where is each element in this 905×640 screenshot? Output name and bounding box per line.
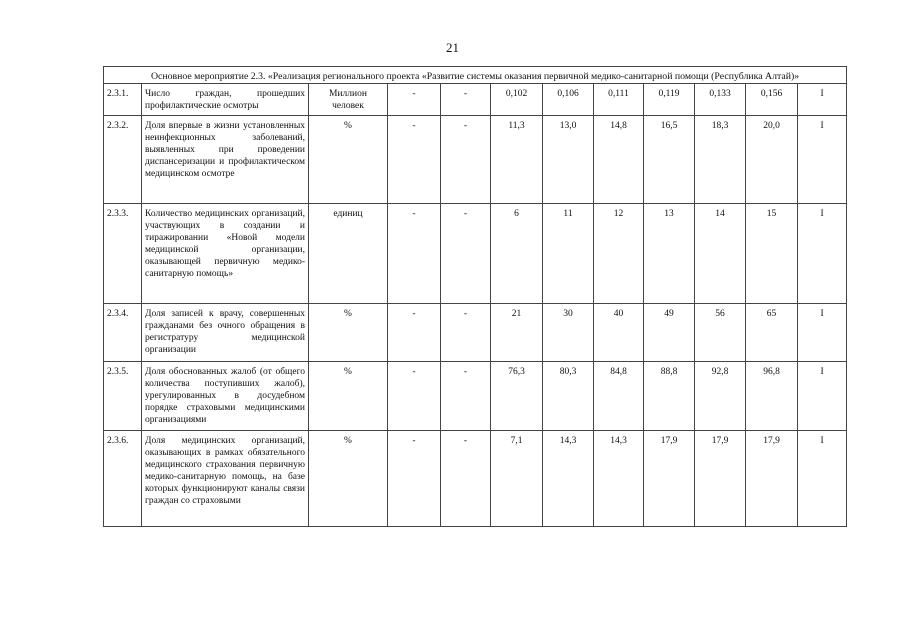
section-heading-row [104,67,847,84]
value-cell: 40 [594,304,644,362]
value-cell: 11 [543,204,594,304]
value-cell: - [388,431,441,527]
indicator-name: Доля записей к врачу, совершенных гражданами без очного обращения в регистратуру медицинской организации [142,304,309,362]
value-cell: - [441,84,491,116]
value-cell: 92,8 [695,362,746,431]
indicator-name: Число граждан, прошедших профилактические осмотры [142,84,309,116]
value-cell: - [441,362,491,431]
value-cell: 0,133 [695,84,746,116]
value-cell: 18,3 [695,116,746,204]
section-heading: Основное мероприятие 2.3. «Реализация регионального проекта «Развитие системы оказания первичной медико-санитарной помощи (Республика Алтай)» [104,67,847,84]
row-number: 2.3.1. [104,84,142,116]
row-number: 2.3.3. [104,204,142,304]
value-cell: 0,111 [594,84,644,116]
value-cell: 65 [746,304,798,362]
table-row [104,84,847,116]
value-cell: 13 [644,204,695,304]
value-cell: 15 [746,204,798,304]
indicator-name: Доля медицинских организаций, оказывающих в рамках обязательного медицинского страхования первичную медико-санитарную помощь, на базе которых функционируют каналы связи граждан со страховыми [142,431,309,527]
indicator-name: Доля обоснованных жалоб (от общего количества поступивших жалоб), урегулированных в досудебном порядке страховыми медицинскими организациями [142,362,309,431]
unit-cell: единиц [309,204,388,304]
value-cell: 0,102 [491,84,543,116]
row-number: 2.3.4. [104,304,142,362]
table-row [104,431,847,527]
value-cell: 0,156 [746,84,798,116]
unit-cell: Миллион человек [309,84,388,116]
value-cell: 13,0 [543,116,594,204]
value-cell: 12 [594,204,644,304]
value-cell: - [388,204,441,304]
value-cell: 0,119 [644,84,695,116]
value-cell: 16,5 [644,116,695,204]
value-cell: 56 [695,304,746,362]
page-number: 21 [446,40,459,55]
value-cell: - [388,116,441,204]
table-row [104,116,847,204]
unit-cell: % [309,431,388,527]
value-cell: - [441,431,491,527]
value-cell: 11,3 [491,116,543,204]
table-row [104,362,847,431]
value-cell: 14,3 [543,431,594,527]
value-cell: 30 [543,304,594,362]
value-cell: 6 [491,204,543,304]
value-cell: 20,0 [746,116,798,204]
value-cell: - [388,304,441,362]
unit-cell: % [309,116,388,204]
indicator-name: Доля впервые в жизни установленных неинфекционных заболеваний, выявленных при проведении диспансеризации и профилактическом медицинском осмотре [142,116,309,204]
value-cell: I [798,304,847,362]
value-cell: I [798,362,847,431]
unit-cell: % [309,362,388,431]
value-cell: 17,9 [695,431,746,527]
value-cell: 17,9 [644,431,695,527]
value-cell: 49 [644,304,695,362]
value-cell: 96,8 [746,362,798,431]
indicator-name: Количество медицинских организаций, участвующих в создании и тиражировании «Новой модели медицинской организации, оказывающей первичную медико-санитарную помощь» [142,204,309,304]
indicators-table [103,66,847,527]
row-number: 2.3.5. [104,362,142,431]
table-row [104,204,847,304]
row-number: 2.3.6. [104,431,142,527]
value-cell: 7,1 [491,431,543,527]
value-cell: 14,3 [594,431,644,527]
value-cell: 14 [695,204,746,304]
value-cell: - [441,116,491,204]
value-cell: 17,9 [746,431,798,527]
value-cell: 88,8 [644,362,695,431]
row-number: 2.3.2. [104,116,142,204]
value-cell: 80,3 [543,362,594,431]
unit-cell: % [309,304,388,362]
value-cell: - [388,362,441,431]
value-cell: I [798,116,847,204]
table-row [104,304,847,362]
value-cell: - [441,304,491,362]
value-cell: I [798,204,847,304]
value-cell: - [441,204,491,304]
value-cell: 76,3 [491,362,543,431]
value-cell: 14,8 [594,116,644,204]
value-cell: I [798,84,847,116]
value-cell: I [798,431,847,527]
value-cell: 84,8 [594,362,644,431]
value-cell: 0,106 [543,84,594,116]
value-cell: - [388,84,441,116]
value-cell: 21 [491,304,543,362]
